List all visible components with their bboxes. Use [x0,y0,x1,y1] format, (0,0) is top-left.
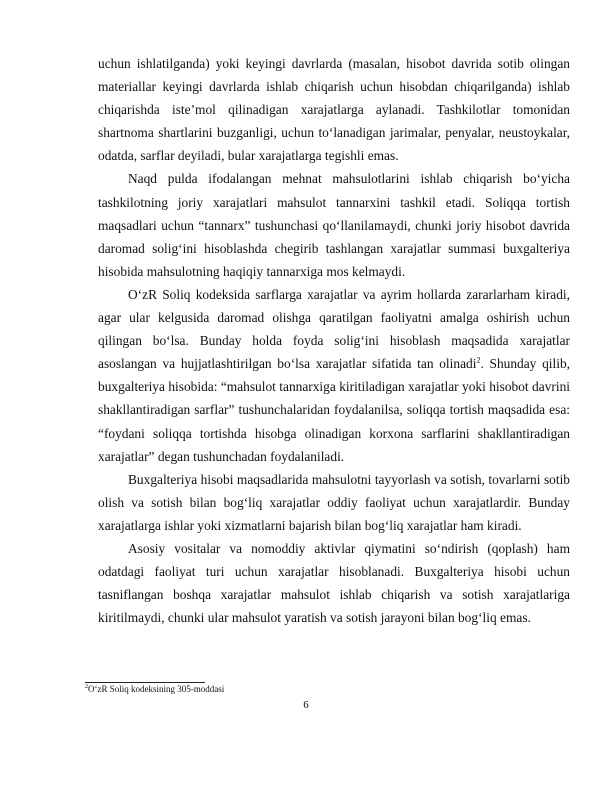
paragraph-1: uchun ishlatilganda) yoki keyingi davrlarda (masalan, hisobot davrida sotib olingan materiallar keyingi davrlarda ishlab chiqarish uchun hisobdan chiqarilganda) ishlab chiqarishda iste’mol qilinadigan xarajatlarga aylanadi. Tashkilotlar tomonidan shartnoma shartlarini buzganligi, uchun to‘lanadigan jarimalar, penyalar, neustoykalar, odatda, sarflar deyiladi, bular xarajatlarga tegishli emas. [98,56,570,164]
footnote [85,684,224,694]
footnote-reference[interactable]: 2 [476,355,481,365]
paragraph-3-before: O‘zR Soliq kodeksida sarflarga xarajatlar va ayrim hollarda zararlarham kiradi, agar ular kelgusida daromad olishga qaratilgan faoliyatni amalga oshirish uchun qilingan bo‘lsa. Bunday holda foyda solig‘ini hisoblash maqsadida xarajatlar asoslangan va hujjatlashtirilgan bo‘lsa xarajatlar sifatida tan olinadi [98,286,570,372]
footnote-text: O‘zR Soliq kodeksining 305-moddasi [88,684,225,694]
body-text [98,52,570,629]
paragraph-4: Buxgalteriya hisobi maqsadlarida mahsulotni tayyorlash va sotish, tovarlarni sotib olish va sotish bilan bog‘liq xarajatlar oddiy faoliyat uchun xarajatlardir. Bunday xarajatlarga ishlar yoki xizmatlarni bajarish bilan bog‘liq xarajatlar ham kiradi. [98,471,570,533]
footnote-divider [85,682,205,683]
paragraph-3 [98,283,570,468]
paragraph-3-after: . Shunday qilib, buxgalteriya hisobida: “mahsulot tannarxiga kiritiladigan xarajatlar yoki hisobot davrini shakllantiradigan sarflar” tushunchalaridan foydalanilsa, soliqqa tortish maqsadida esa: “foydani soliqqa tortishda hisobga olinadigan korxona sarflarini shakllantiradigan xarajatlar” degan tushunchadan foydalaniladi. [98,356,570,464]
page-number: 6 [303,699,309,711]
paragraph-2: Naqd pulda ifodalangan mehnat mahsulotlarini ishlab chiqarish bo‘yicha tashkilotning joriy xarajatlari mahsulot tannarxini tashkil etadi. Soliqqa tortish maqsadlari uchun “tannarx” tushunchasi qo‘llanilamaydi, chunki joriy hisobot davrida daromad solig‘ini hisoblashda chegirib tashlangan xarajatlar summasi buxgalteriya hisobida mahsulotning haqiqiy tannarxiga mos kelmaydi. [98,171,570,279]
paragraph-5: Asosiy vositalar va nomoddiy aktivlar qiymatini so‘ndirish (qoplash) ham odatdagi faoliyat turi uchun xarajatlar hisoblanadi. Buxgalteriya hisobi uchun tasniflangan boshqa xarajatlar mahsulot ishlab chiqarish va sotish xarajatlariga kiritilmaydi, chunki ular mahsulot yaratish va sotish jarayoni bilan bog‘liq emas. [98,540,570,626]
footnote-mark: 2 [85,684,88,690]
